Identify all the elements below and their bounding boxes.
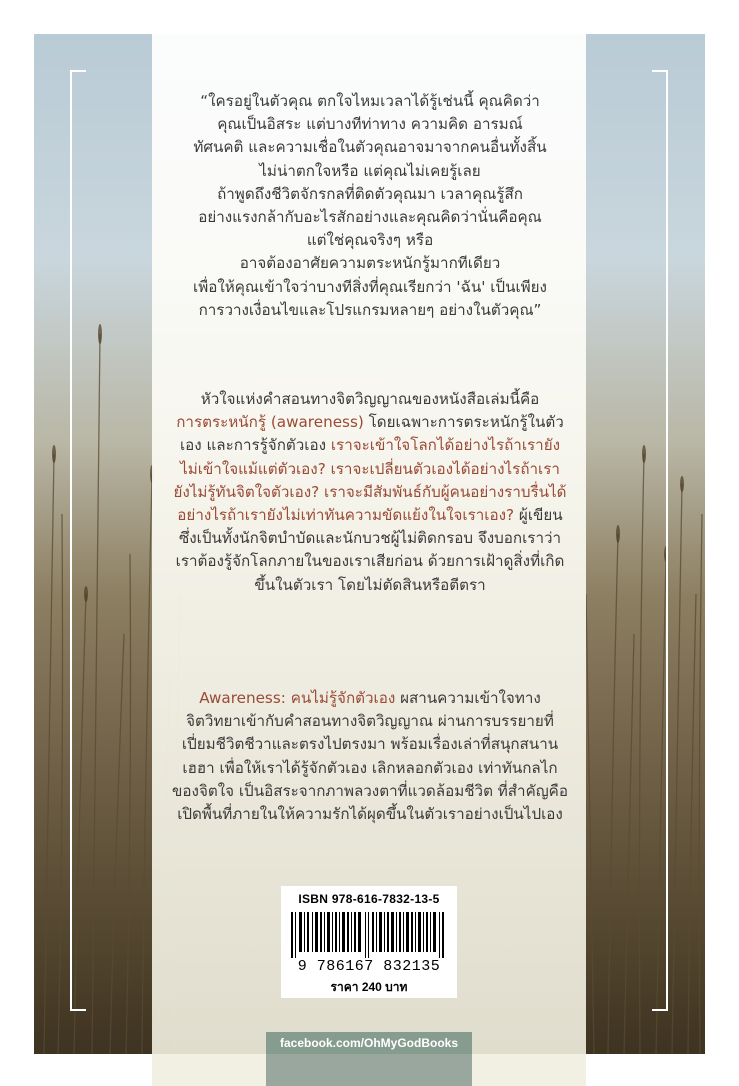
paragraph-text: โดยเฉพาะการตระหนักรู้ในตัวเอง และการรู้จักตัวเอง	[179, 413, 564, 455]
quote-line: ไม่น่าตกใจหรือ แต่คุณไม่เคยรู้เลย	[259, 161, 481, 180]
summary-text: ผสานความเข้าใจทางจิตวิทยาเข้ากับคำสอนทางจิตวิญญาณ ผ่านการบรรยายที่เปี่ยมชีวิตชีวาและตรงไปตรงมา พร้อมเรื่องเล่าที่สนุกสนานเฮฮา เพื่อให้เราได้รู้จักตัวเอง เลิกหลอกตัวเอง เท่าทันกลไกของจิตใจ เป็นอิสระจากภาพลวงตาที่แวดล้อมชีวิต ที่สำคัญคือ เปิดพื้นที่ภายในให้ความรักได้ผุดขึ้นในตัวเราอย่างเป็นไปเอง	[172, 689, 568, 824]
quote-line: ทัศนคติ และความเชื่อในตัวคุณอาจมาจากคนอื่นทั้งสิ้น	[193, 138, 547, 157]
highlight-awareness: การตระหนักรู้ (awareness)	[176, 413, 364, 432]
highlight-questions: เราจะเข้าใจโลกได้อย่างไรถ้าเรายังไม่เข้าใจแม้แต่ตัวเอง? เราจะเปลี่ยนตัวเองได้อย่างไรถ้าเรายังไม่รู้ทันจิตใจตัวเอง? เราจะมีสัมพันธ์กับผู้คนอย่างราบรื่นได้อย่างไรถ้าเรายังไม่เท่าทันความขัดแย้งในใจเราเอง?	[173, 436, 567, 525]
barcode-box	[281, 886, 457, 998]
barcode-number: 9 786167 832135	[297, 958, 441, 975]
paragraph-text: ผู้เขียนซึ่งเป็นทั้งนักจิตบำบัดและนักบวชผู้ไม่ติดกรอบ จึงบอกเราว่า เราต้องรู้จักโลกภายในของเราเสียก่อน ด้วยการเฝ้าดูสิ่งที่เกิดขึ้นในตัวเรา โดยไม่ตัดสินหรือตีตรา	[175, 506, 565, 594]
quote-line: “ใครอยู่ในตัวคุณ ตกใจไหมเวลาได้รู้เช่นนี้ คุณคิดว่า	[200, 92, 540, 110]
facebook-link[interactable]: facebook.com/OhMyGodBooks	[266, 1032, 472, 1054]
paragraph-intro: หัวใจแห่งคำสอนทางจิตวิญญาณของหนังสือเล่มนี้คือ	[200, 390, 540, 408]
barcode-icon	[289, 912, 449, 958]
quote-line: คุณเป็นอิสระ แต่บางทีท่าทาง ความคิด อารมณ์	[217, 115, 523, 134]
isbn-label: ISBN 978-616-7832-13-5	[298, 892, 440, 906]
quote-line: ถ้าพูดถึงชีวิตจักรกลที่ติดตัวคุณมา เวลาคุณรู้สึก	[217, 184, 523, 203]
quote-line: แต่ใช่คุณจริงๆ หรือ	[306, 231, 434, 250]
price-label: ราคา 240 บาท	[330, 980, 408, 994]
book-title-highlight: Awareness: คนไม่รู้จักตัวเอง	[199, 689, 396, 707]
quote-line: อย่างแรงกล้ากับอะไรสักอย่างและคุณคิดว่านั่นคือคุณ	[198, 208, 542, 227]
footer-strip	[266, 1054, 472, 1086]
quote-line: เพื่อให้คุณเข้าใจว่าบางทีสิ่งที่คุณเรียกว่า 'ฉัน' เป็นเพียง	[193, 277, 547, 296]
summary-paragraph	[172, 687, 568, 826]
quote-line: การวางเงื่อนไขและโปรแกรมหลายๆ อย่างในตัวคุณ”	[198, 300, 542, 319]
quote-line: อาจต้องอาศัยความตระหนักรู้มากทีเดียว	[239, 254, 501, 273]
description-paragraph	[172, 388, 568, 597]
quote-block	[172, 90, 568, 322]
